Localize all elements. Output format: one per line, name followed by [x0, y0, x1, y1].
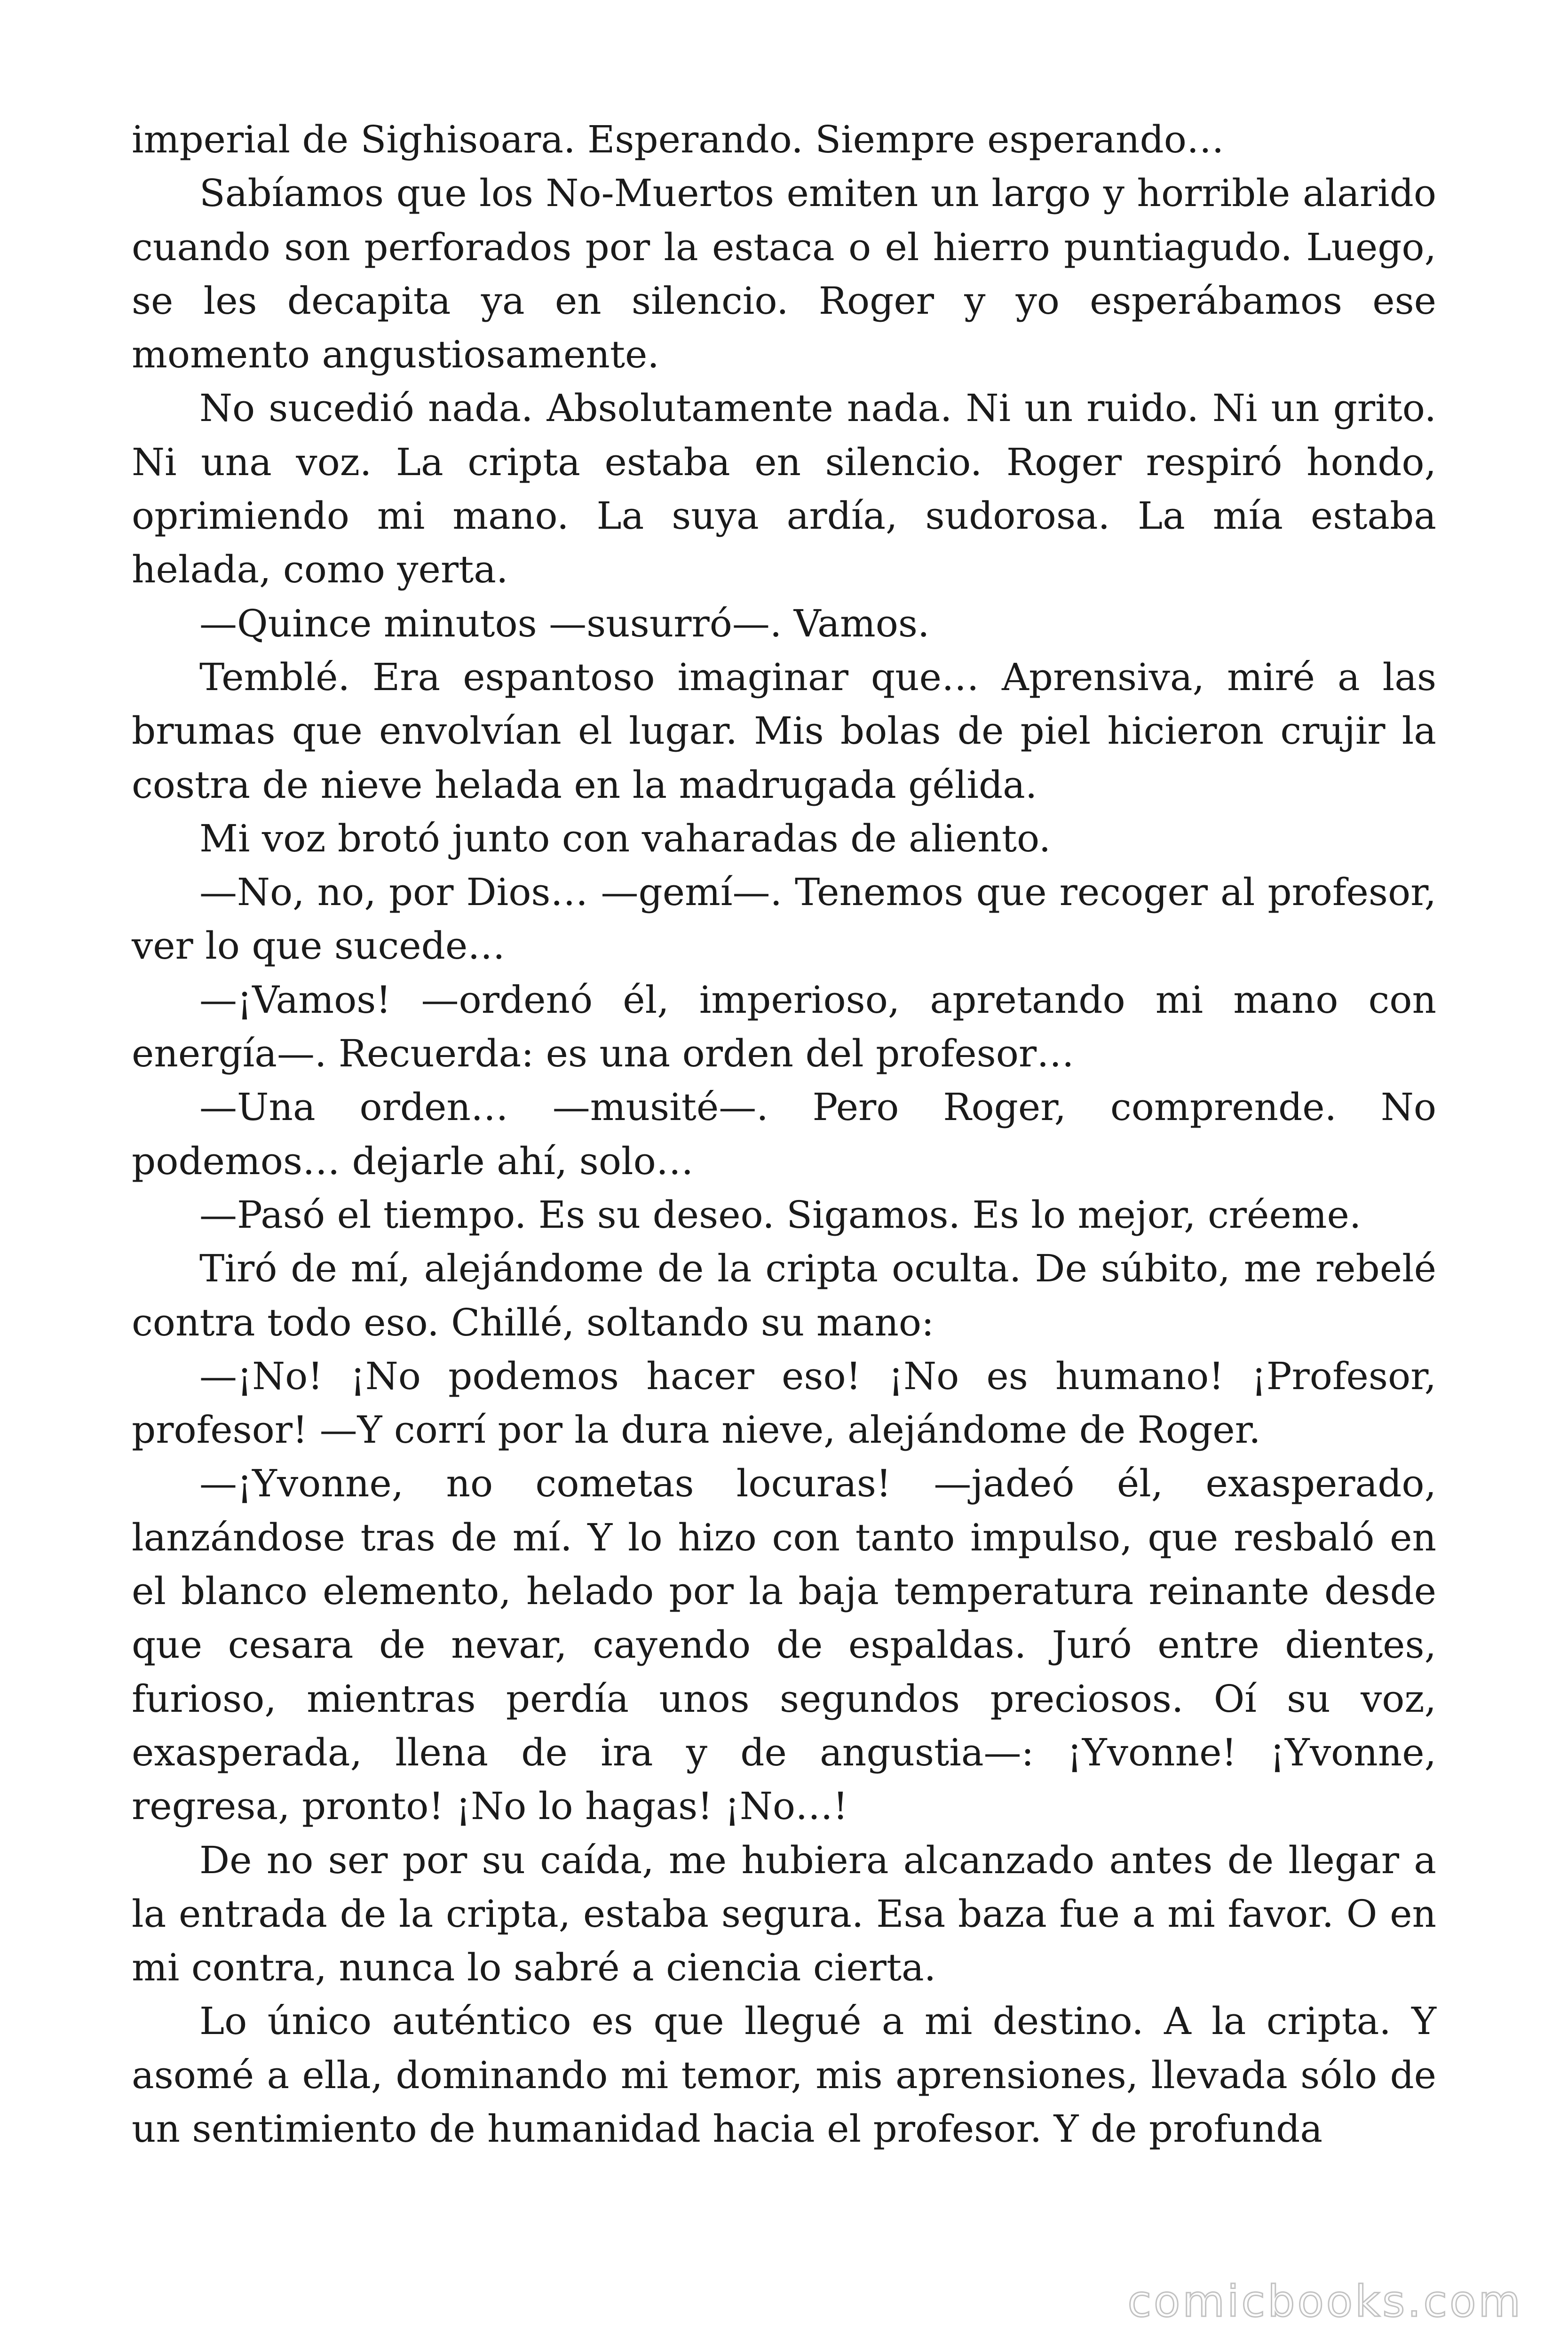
paragraph-1: imperial de Sighisoara. Esperando. Siempre esperando…	[132, 118, 1224, 161]
paragraph-10: —Pasó el tiempo. Es su deseo. Sigamos. Es lo mejor, créeme.	[199, 1192, 1362, 1237]
paragraph-7: —No, no, por Dios… —gemí—. Tenemos que recoger al profesor, ver lo que sucede…	[132, 870, 1436, 968]
watermark: comicbooks.com	[1127, 2276, 1523, 2327]
paragraph-11: Tiró de mí, alejándome de la cripta oculta. De súbito, me rebelé contra todo eso. Chillé, soltando su mano:	[132, 1247, 1436, 1344]
paragraph-14: De no ser por su caída, me hubiera alcanzado antes de llegar a la entrada de la cripta, estaba segura. Esa baza fue a mi favor. O en mi contra, nunca lo sabré a ciencia cierta.	[132, 1838, 1436, 1990]
paragraph-12: —¡No! ¡No podemos hacer eso! ¡No es humano! ¡Profesor, profesor! —Y corrí por la dura nieve, alejándome de Roger.	[132, 1354, 1436, 1452]
paragraph-15: Lo único auténtico es que llegué a mi destino. A la cripta. Y asomé a ella, dominando mi temor, mis aprensiones, llevada sólo de un sentimiento de humanidad hacia el profesor. Y de profunda	[132, 1999, 1436, 2151]
paragraph-3: No sucedió nada. Absolutamente nada. Ni un ruido. Ni un grito. Ni una voz. La cripta estaba en silencio. Roger respiró hondo, oprimiendo mi mano. La suya ardía, sudorosa. La mía estaba helada, como yerta.	[132, 386, 1436, 592]
paragraph-2: Sabíamos que los No-Muertos emiten un largo y horrible alarido cuando son perforados por la estaca o el hierro puntiagudo. Luego, se les decapita ya en silencio. Roger y yo esperábamos ese momento angustiosamente.	[132, 171, 1436, 377]
paragraph-13: —¡Yvonne, no cometas locuras! —jadeó él, exasperado, lanzándose tras de mí. Y lo hizo con tanto impulso, que resbaló en el blanco elemento, helado por la baja temperatura reinante desde que cesara de nevar, cayendo de espaldas. Juró entre dientes, furioso, mientras perdía unos segundos preciosos. Oí su voz, exasperada, llena de ira y de angustia—: ¡Yvonne! ¡Yvonne, regresa, pronto! ¡No lo hagas! ¡No…!	[132, 1462, 1436, 1828]
paragraph-5: Temblé. Era espantoso imaginar que… Aprensiva, miré a las brumas que envolvían el lugar. Mis bolas de piel hicieron crujir la costra de nieve helada en la madrugada gélida.	[132, 655, 1436, 807]
paragraph-4: —Quince minutos —susurró—. Vamos.	[199, 601, 930, 645]
page-body-text	[132, 113, 1436, 2156]
paragraph-6: Mi voz brotó junto con vaharadas de aliento.	[199, 816, 1051, 860]
paragraph-8: —¡Vamos! —ordenó él, imperioso, apretando mi mano con energía—. Recuerda: es una orden del profesor…	[132, 977, 1436, 1076]
paragraph-9: —Una orden… —musité—. Pero Roger, comprende. No podemos… dejarle ahí, solo…	[132, 1085, 1436, 1183]
